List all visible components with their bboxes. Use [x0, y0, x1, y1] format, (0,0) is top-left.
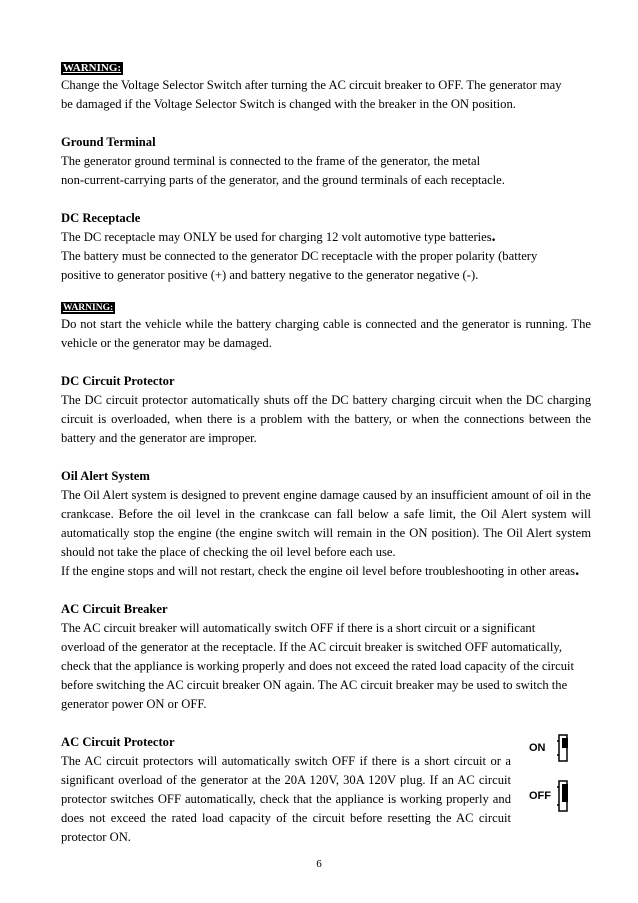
section-heading: AC Circuit Breaker	[61, 602, 168, 616]
paragraph-line: overload of the generator at the receptacle. If the AC circuit breaker is switched OFF automatically,	[61, 640, 562, 654]
paragraph-line: positive to generator positive (+) and battery negative to the generator negative (-).	[61, 268, 479, 282]
period-mark: .	[575, 562, 580, 579]
switch-off-label: OFF	[529, 790, 551, 802]
section-heading: DC Circuit Protector	[61, 374, 175, 388]
dc-receptacle-section	[61, 209, 591, 285]
section-heading: DC Receptacle	[61, 211, 141, 225]
protector-switch-illustration	[529, 733, 589, 829]
ac-circuit-protector-section	[61, 733, 591, 847]
ground-terminal-section	[61, 133, 591, 190]
warning-vehicle	[61, 297, 591, 353]
switch-on-row	[529, 733, 589, 763]
paragraph-text: The Oil Alert system is designed to prevent engine damage caused by an insufficient amount of oil in the crankcase. Before the oil level in the crankcase can fall below a safe limit, the Oil Alert system will automatically stop the engine (the engine switch will remain in the ON position). The Oil Alert system should not take the place of checking the oil level before each use.	[61, 488, 591, 559]
line-text: If the engine stops and will not restart, check the engine oil level before troubleshooting in other areas	[61, 564, 576, 578]
paragraph-line: check that the appliance is working properly and does not exceed the rated load capacity of the circuit	[61, 659, 574, 673]
switch-off-row	[529, 781, 589, 811]
switch-on-label: ON	[529, 742, 546, 754]
paragraph-line: non-current-carrying parts of the generator, and the ground terminals of each receptacle.	[61, 173, 505, 187]
paragraph-line: generator power ON or OFF.	[61, 697, 207, 711]
warning-label: WARNING:	[63, 303, 114, 313]
paragraph-line: The AC circuit breaker will automatically switch OFF if there is a short circuit or a significant	[61, 621, 536, 635]
paragraph-text: The DC circuit protector automatically shuts off the DC battery charging circuit when the DC charging circuit is overloaded, when there is a problem with the battery, or when the connections between the battery and the generator are improper.	[61, 393, 591, 445]
paragraph-line	[61, 228, 591, 247]
ac-circuit-breaker-section	[61, 600, 591, 714]
warning-text: Do not start the vehicle while the battery charging cable is connected and the generator is running. The vehicle or the generator may be damaged.	[61, 317, 591, 350]
warning-voltage-selector	[61, 58, 591, 114]
paragraph-text: The AC circuit protectors will automatically switch OFF if there is a short circuit or a significant overload of the generator at the 20A 120V, 30A 120V plug. If an AC circuit protector switches OFF automatically, check that the appliance is working properly and does not exceed the rated load capacity of the circuit before resetting the AC circuit protector ON.	[61, 754, 511, 844]
protector-off-icon	[555, 779, 571, 813]
paragraph-line	[61, 562, 591, 581]
paragraph-line: The generator ground terminal is connected to the frame of the generator, the metal	[61, 154, 481, 168]
oil-alert-section	[61, 467, 591, 581]
section-heading: Ground Terminal	[61, 135, 156, 149]
warning-label: WARNING:	[63, 62, 122, 74]
paragraph-line: before switching the AC circuit breaker ON again. The AC circuit breaker may be used to switch the	[61, 678, 568, 692]
paragraph-line: The battery must be connected to the generator DC receptacle with the proper polarity (battery	[61, 249, 538, 263]
dc-circuit-protector-section	[61, 372, 591, 448]
protector-on-icon	[555, 733, 571, 763]
document-page	[61, 58, 591, 847]
page-number: 6	[316, 858, 322, 870]
period-mark: .	[491, 228, 496, 245]
warning-line: be damaged if the Voltage Selector Switch is changed with the breaker in the ON position.	[61, 97, 516, 111]
section-heading: AC Circuit Protector	[61, 735, 175, 749]
warning-line: Change the Voltage Selector Switch after turning the AC circuit breaker to OFF. The generator may	[61, 78, 562, 92]
section-heading: Oil Alert System	[61, 469, 150, 483]
line-text: The DC receptacle may ONLY be used for charging 12 volt automotive type batteries	[61, 230, 492, 244]
